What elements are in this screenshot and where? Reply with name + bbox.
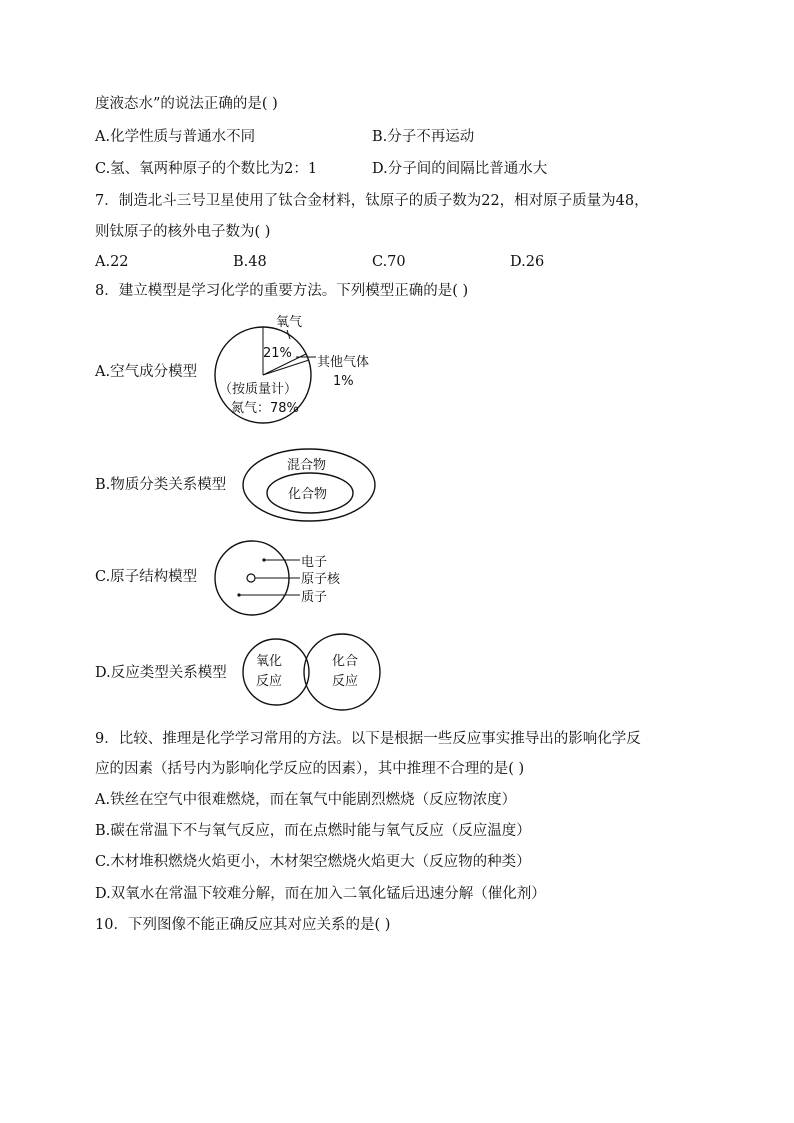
q6-stem-tail: 度液态水”的说法正确的是( ) <box>95 96 278 112</box>
q9-option-b: B.碳在常温下不与氧气反应，而在点燃时能与氧气反应（反应温度） <box>95 823 531 839</box>
oxidation-label-1: 氧化 <box>256 654 283 669</box>
q9-option-a: A.铁丝在空气中很难燃烧，而在氧气中能剧烈燃烧（反应物浓度） <box>95 792 517 808</box>
q6-option-b: B.分子不再运动 <box>372 129 475 145</box>
oxygen-label: 氧气 <box>276 315 303 330</box>
oxidation-circle <box>243 639 309 705</box>
other-gas-percent: 1% <box>333 374 354 389</box>
q8-option-a-label: A.空气成分模型 <box>95 364 198 380</box>
electron-label: 电子 <box>301 555 328 570</box>
q7-option-a: A.22 <box>95 254 129 270</box>
q9-stem-line1: 9．比较、推理是化学学习常用的方法。以下是根据一些反应事实推导出的影响化学反 <box>95 731 641 747</box>
q7-option-c: C.70 <box>372 254 406 270</box>
q7-stem-line1: 7．制造北斗三号卫星使用了钛合金材料，钛原子的质子数为22，相对原子质量为48， <box>95 193 649 209</box>
mixture-label: 混合物 <box>287 458 327 473</box>
mass-basis-label: （按质量计） <box>219 382 298 397</box>
q8-option-d-label: D.反应类型关系模型 <box>95 665 227 681</box>
oxygen-percent: 21% <box>263 346 292 361</box>
nitrogen-label: 氮气：78% <box>231 401 299 416</box>
q6-option-d: D.分子间的间隔比普通水大 <box>372 161 548 177</box>
proton-label: 质子 <box>301 590 328 605</box>
nucleus-label: 原子核 <box>301 572 341 587</box>
pie-divider-other <box>263 360 309 375</box>
q9-option-d: D.双氧水在常温下较难分解，而在加入二氧化锰后迅速分解（催化剂） <box>95 886 546 902</box>
q7-stem-line2: 则钛原子的核外电子数为( ) <box>95 224 271 240</box>
q9-stem-line2: 应的因素（括号内为影响化学反应的因素），其中推理不合理的是( ) <box>95 761 525 777</box>
q8-option-b-label: B.物质分类关系模型 <box>95 477 227 493</box>
oxidation-label-2: 反应 <box>256 674 283 689</box>
combination-circle <box>304 634 380 710</box>
q8-stem: 8．建立模型是学习化学的重要方法。下列模型正确的是( ) <box>95 283 469 299</box>
compound-label: 化合物 <box>288 487 328 502</box>
q7-option-b: B.48 <box>233 254 267 270</box>
combination-label-1: 化合 <box>332 654 359 669</box>
q8-option-c-label: C.原子结构模型 <box>95 569 198 585</box>
other-gas-label: 其他气体 <box>317 355 370 370</box>
q6-option-a: A.化学性质与普通水不同 <box>95 129 256 145</box>
q10-stem: 10．下列图像不能正确反应其对应关系的是( ) <box>95 917 391 933</box>
q6-option-c: C.氢、氧两种原子的个数比为2：1 <box>95 161 318 177</box>
combination-label-2: 反应 <box>332 674 359 689</box>
q7-option-d: D.26 <box>510 254 545 270</box>
q9-option-c: C.木材堆积燃烧火焰更小，木材架空燃烧火焰更大（反应物的种类） <box>95 854 531 870</box>
nucleus-circle <box>247 574 255 582</box>
